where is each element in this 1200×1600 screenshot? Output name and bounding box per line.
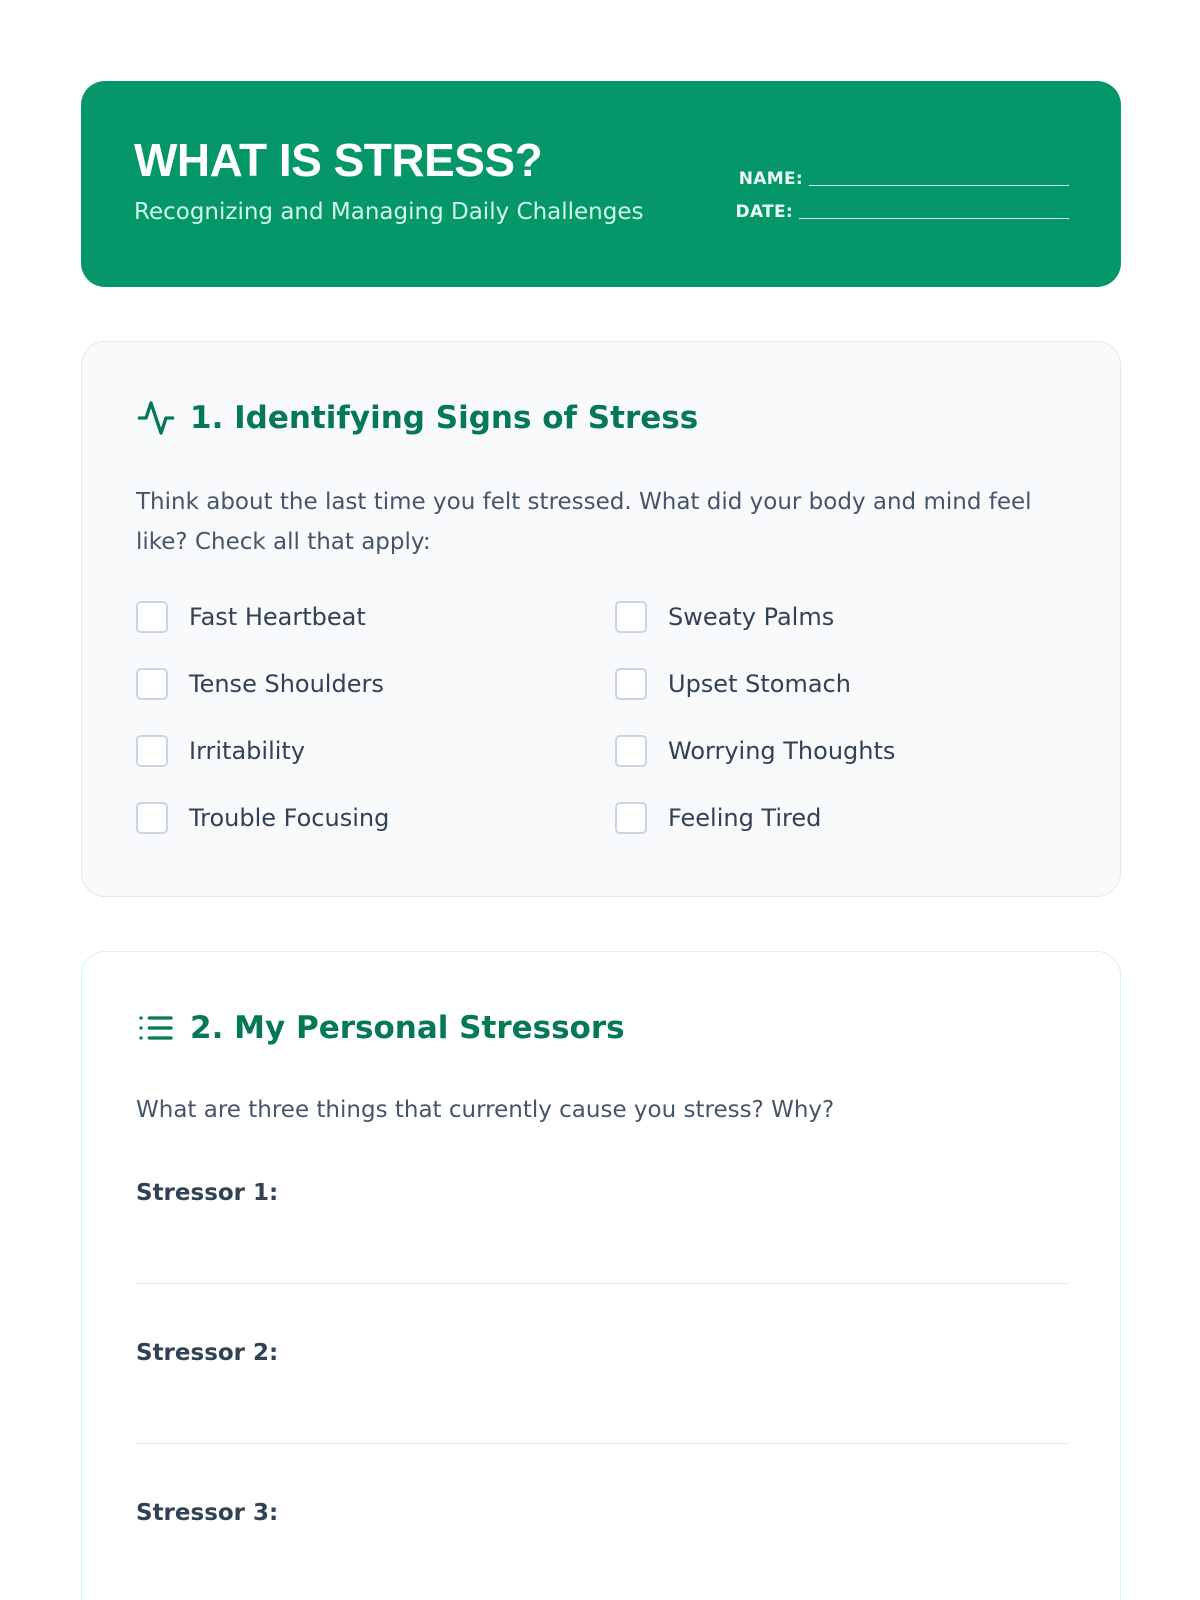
date-label: DATE: <box>735 202 793 222</box>
name-date-fields <box>729 155 1069 221</box>
checklist-item-label: Worrying Thoughts <box>668 737 896 765</box>
section-1-prompt: Think about the last time you felt stressed. What did your body and mind feel like? Check all that apply: <box>136 489 1032 555</box>
checklist-item[interactable] <box>615 600 1075 634</box>
checkbox[interactable] <box>615 668 647 700</box>
section-1-title: 1. Identifying Signs of Stress <box>190 399 699 436</box>
checklist-item[interactable] <box>136 801 615 835</box>
activity-icon <box>136 398 176 438</box>
stressor-answer-line[interactable] <box>136 1283 1068 1284</box>
stressor-label: Stressor 3: <box>136 1500 279 1526</box>
checklist-item[interactable] <box>136 667 615 701</box>
stressor-answer-line[interactable] <box>136 1443 1068 1444</box>
section-2-heading <box>136 1008 625 1048</box>
section-1-heading <box>136 398 698 438</box>
checklist-item[interactable] <box>615 734 1075 768</box>
stressor-label: Stressor 2: <box>136 1340 279 1366</box>
checklist-item-label: Sweaty Palms <box>668 603 835 631</box>
name-label: NAME: <box>738 169 803 189</box>
checkbox[interactable] <box>136 735 168 767</box>
checklist-item-label: Fast Heartbeat <box>189 603 366 631</box>
checklist-item[interactable] <box>136 600 615 634</box>
stress-signs-checklist <box>136 600 1076 868</box>
list-icon <box>136 1008 176 1048</box>
checklist-item-label: Irritability <box>189 737 306 765</box>
checkbox[interactable] <box>136 601 168 633</box>
name-blank-line[interactable] <box>809 185 1069 186</box>
section-2-prompt: What are three things that currently cause you stress? Why? <box>136 1097 835 1123</box>
stressor-entry <box>136 1502 1068 1525</box>
checkbox[interactable] <box>615 735 647 767</box>
stressor-entry <box>136 1342 1068 1444</box>
checklist-item-label: Tense Shoulders <box>189 670 384 698</box>
checkbox[interactable] <box>615 802 647 834</box>
page-title: WHAT IS STRESS? <box>134 134 543 186</box>
stressor-label: Stressor 1: <box>136 1180 279 1206</box>
checklist-item-label: Upset Stomach <box>668 670 851 698</box>
section-personal-stressors <box>81 951 1121 1600</box>
checklist-item-label: Feeling Tired <box>668 804 822 832</box>
checkbox[interactable] <box>615 601 647 633</box>
checklist-item[interactable] <box>615 667 1075 701</box>
header-banner <box>81 81 1121 287</box>
name-field[interactable] <box>729 155 1069 188</box>
checklist-item[interactable] <box>136 734 615 768</box>
stressor-entry <box>136 1182 1068 1284</box>
checkbox[interactable] <box>136 668 168 700</box>
checklist-item-label: Trouble Focusing <box>189 804 390 832</box>
date-field[interactable] <box>729 188 1069 221</box>
checklist-item[interactable] <box>615 801 1075 835</box>
date-blank-line[interactable] <box>799 218 1069 219</box>
checkbox[interactable] <box>136 802 168 834</box>
section-2-title: 2. My Personal Stressors <box>190 1009 625 1046</box>
section-signs-of-stress <box>81 341 1121 897</box>
page-subtitle: Recognizing and Managing Daily Challenges <box>134 199 644 225</box>
